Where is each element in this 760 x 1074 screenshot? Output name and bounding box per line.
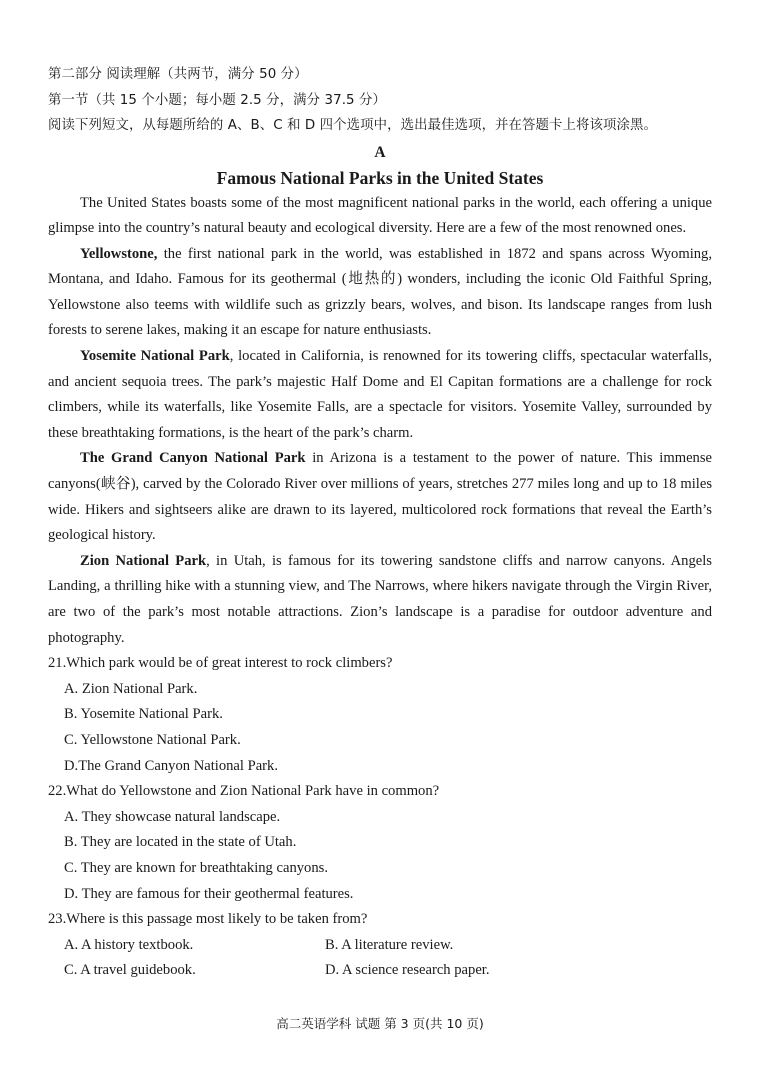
question-21: [48, 651, 712, 779]
passage-intro: The United States boasts some of the most magnificent national parks in the world, each offering a unique glimpse into the country’s natural beauty and ecological diversity. Here are a few of the most renowned ones.: [48, 194, 712, 237]
option-c: C. They are known for breathtaking canyons.: [64, 859, 328, 876]
instructions: 阅读下列短文，从每题所给的 A、B、C 和 D 四个选项中，选出最佳选项，并在答题卡上将该项涂黑。: [48, 118, 657, 133]
option-c: C. Yellowstone National Park.: [64, 731, 241, 748]
section-heading: 第一节（共 15 个小题；每小题 2.5 分，满分 37.5 分）: [48, 92, 387, 108]
option-a: A. A history textbook.: [64, 936, 194, 953]
exam-page: [48, 62, 712, 984]
paragraph-yosemite: [48, 344, 712, 446]
question-stem: 23.Where is this passage most likely to be taken from?: [48, 911, 368, 928]
option-b: B. They are located in the state of Utah.: [64, 834, 297, 851]
paragraph-text: , in Utah, is famous for its towering sandstone cliffs and narrow canyons. Angels Landing, a thrilling hike with a stunning view, and The Narrows, where hikers navigate through the Virgin River, are two of the park’s most notable attractions. Zion’s landscape is a paradise for outdoor adventure and photography.: [48, 552, 712, 646]
paragraph-text: , located in California, is renowned for its towering cliffs, spectacular waterfalls, and ancient sequoia trees. The park’s majestic Half Dome and El Capitan formations are a challenge for rock climbers, while its waterfalls, like Yosemite Falls, are a spectacle for visitors. Yosemite Valley, surrounded by these breathtaking formations, is the heart of the park’s charm.: [48, 348, 712, 441]
option-b: B. Yosemite National Park.: [64, 706, 223, 723]
paragraph-text: in Arizona is a testament to the power of nature. This immense canyons(峡谷), carved by the Colorado River over millions of years, stretches 277 miles long and up to 18 miles wide. Hikers and sightseers alike are drawn to its layered, multicolored rock formations that reveal the Earth’s geological history.: [48, 450, 712, 544]
paragraph-zion: [48, 549, 712, 651]
option-d: D.The Grand Canyon National Park.: [64, 757, 278, 774]
option-c: C. A travel guidebook.: [64, 962, 196, 979]
page-footer: 高二英语学科 试题 第 3 页(共 10 页): [276, 1016, 484, 1031]
question-23: [48, 907, 712, 984]
park-name: Zion National Park: [80, 552, 207, 569]
question-stem: 22.What do Yellowstone and Zion National Park have in common?: [48, 783, 440, 800]
option-d: D. They are famous for their geothermal features.: [64, 885, 354, 902]
question-22: [48, 779, 712, 907]
passage-letter: A: [374, 143, 386, 161]
option-row: [48, 933, 712, 959]
part-heading: 第二部分 阅读理解（共两节，满分 50 分）: [48, 67, 308, 82]
option-a: A. They showcase natural landscape.: [64, 808, 281, 825]
option-a: A. Zion National Park.: [64, 680, 198, 697]
park-name: The Grand Canyon National Park: [80, 450, 306, 467]
question-stem: 21.Which park would be of great interest to rock climbers?: [48, 655, 393, 672]
paragraph-grand-canyon: [48, 446, 712, 548]
paragraph-yellowstone: [48, 242, 712, 344]
park-name: Yosemite National Park: [80, 348, 230, 365]
option-d: D. A science research paper.: [325, 962, 490, 979]
option-b: B. A literature review.: [325, 936, 454, 953]
passage-title: Famous National Parks in the United States: [216, 167, 544, 188]
paragraph-text: the first national park in the world, was established in 1872 and spans across Wyoming, Montana, and Idaho. Famous for its geothermal (地热的) wonders, including the iconic Old Faithful Spring, Yellowstone also teems with wildlife such as grizzly bears, wolves, and bison. Its landscape ranges from lush forests to serene lakes, making it an escape for nature enthusiasts.: [48, 245, 712, 339]
option-row: [48, 958, 712, 984]
park-name: Yellowstone,: [80, 245, 158, 262]
